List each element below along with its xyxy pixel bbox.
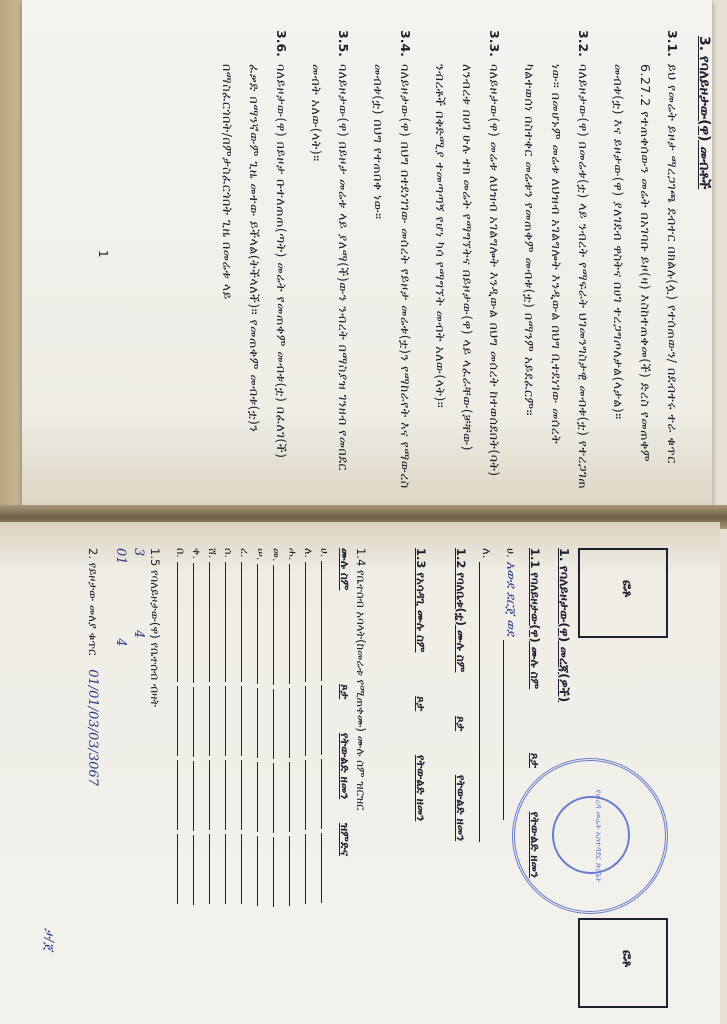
family-letter: በ. [174,548,187,558]
section-text: ባለይዞታው(ዋ) መሬቱ ለህዝብ አገልግሎት እንዲውል በህግ መሰረት ከተወሰደበት(ባት) ለንብረቱ በሀገ ሁሉ ተክ መሬት የማግኘትና በይዞታው(ዋ) ላይ ላፈራቸው(ቻቸው) ንብረቶች በቅድሚያ ተመጣጣኝ የሆነ ካሳ የማግኘት መብት አለው(ላት)። [433,64,502,477]
gender-label: ጾታ [528,752,542,768]
family-row [269,548,284,907]
row-label: 1.2 የባለቤቱ(ቷ) ሙሉ ስም [454,548,468,673]
holder-info-title: 1. የባለይዞታው(ዋ) መረጃ(ዎች) [557,548,572,703]
left-page [0,522,720,1024]
family-col: ጾታ [338,684,352,700]
family-row [253,548,268,906]
fill-line [503,640,516,820]
section-3-2 [516,30,597,490]
family-row [317,548,332,903]
section-text: ይህ የመሬት ይዞታ ማረጋገጫ ደብተር በክልሉ(ሏ) የተሰጠውን/ በደብተሩ ተራ ቁጥር 6.27.2 የተጠቀሰውን መሬት በአገባቡ ይዞ(ዛ) እስከተጠቀመ(ች) ድረስ የመጠቀም መብቱ(ቷ) እና ይዞታው(ዋ) ያለገደብ ዋስትና በሀገ ተረጋግጦለታል(ላታል)። [611,64,680,464]
photo-box-spouse [578,918,668,1008]
section-text: ባለይዞታው(ዋ) በይዞታ መሬቱ ላይ ያለማ(ች)ውን ንብረት በማስያዝ ገንዘብ የመበደር መብት አለው(ላት)። [309,64,351,471]
household-female: 01 [113,548,128,565]
section-number: 3.3. [487,30,502,57]
holding-id-label: 2. የይዞታው መለያ ቁጥር [86,548,100,656]
family-row [237,548,252,904]
family-letter: ሸ. [206,548,219,559]
family-row [189,548,204,905]
section-3-3 [427,30,508,490]
family-letter: ቀ. [190,548,203,559]
right-page-content [72,30,712,490]
household-male: 3 [131,548,146,557]
guardian-name-row [413,548,428,821]
holder-name-value: አውደ ደርጀ ወደ [503,561,518,636]
holding-id-value: 01/01/03/03/3067 [85,669,100,786]
gender-label: ጾታ [454,716,468,732]
section-number: 3.1. [665,30,680,57]
holder-name-row [527,548,542,878]
birth-year-label: የትውልድ ዘመን [528,811,542,878]
household-age: 4 [131,629,146,639]
gender-label: ጾታ [414,696,428,712]
holding-id-row [85,548,100,786]
right-page [22,0,712,515]
family-letter: ለ. [302,548,315,558]
section-number: 3.2. [576,30,591,57]
family-col: የትውልድ ዘመን [338,732,352,800]
section-number: 3.5. [336,30,351,57]
family-col: ሙሉ ስም [338,548,352,591]
family-letter: ሠ. [254,548,267,561]
family-row [173,548,188,904]
spouse-name-row [453,548,468,841]
family-letter: ሐ. [286,548,299,561]
page-number: 1 [96,250,110,258]
photo-label: ፎቶ [619,580,634,598]
left-page-content [28,548,668,1008]
family-letter: መ. [270,548,283,562]
birth-year-label: የትውልድ ዘመን [454,774,468,842]
photo-box-holder [578,548,668,638]
section-number: 3.6. [274,30,289,57]
corner-note: ታ/ጀ [41,928,56,951]
row-label: 1.3 የአሳዳጊ ሙሉ ስም [414,548,428,653]
family-letter: ሰ. [222,548,235,558]
household-counts [131,548,146,638]
family-row [301,548,316,904]
family-letter: ሀ. [318,548,331,558]
section-3-4 [365,30,419,490]
holder-name-b [479,548,494,842]
row-letter: ሀ. [504,548,518,558]
section-text: ባለይዞታው(ዋ) በህግ በተደነገገው መሰረት የይዞታ መሬቱ(ቷ)ን የማከራየት እና የማውረስ መብቱ(ቷ) በህግ የተጠበቀ ነው። [371,64,413,489]
section-text: ባለይዞታው(ዋ) በይዞታ ቡተለጠጠ(ጣት) መሬት የመጠቀም መብቱ(ቷ) በፈለገ(ች) ፈቃድ በማንኛውም ጊዜ መተው ይችላል(ትችላለች)። የመጠቀም መብቱ(ቷ)ን በማስፈርጎበት/በምታስፈርጎበት ጊዜ በመሬቱ ላይ [220,64,289,459]
row-label: 1.1 የባለይዞታው(ዋ) ሙሉ ስም [528,548,542,690]
fill-line [479,562,492,842]
household-total: 4 [113,638,128,647]
family-row [205,548,220,904]
family-header: 1.4 የቤተሰብ አባላት(ከመሬቱ የሚጠቀሙ) ሙሉ ስም ዝርዝር [354,548,368,811]
family-letter: ረ. [238,548,251,558]
holder-name-a [503,548,518,820]
section-text: ባለይዞታው(ዋ) በመሬቱ(ቷ) ላይ ንብረት የማፍራት ህገመንግስታዊ መብቱ(ቷ) የተረጋገጠ ነው። በመሆኑም መሬቱ ለህዝብ አገልግሎት እንዲውል በህግ ቢተደነገው መሰረት ካልተወሰነ በስተቀር መሬቱን የመጠቀም መብቱ(ቷ) በማንም አይደፈርም። [522,64,591,490]
section-3-1 [605,30,686,490]
section-3-5 [303,30,357,490]
row-letter: ለ. [480,548,494,559]
birth-year-label: የትውልድ ዘመን [414,754,428,822]
household-counts-2 [113,548,128,646]
section-3-6 [214,30,295,490]
stamp-text: የወረዳ መሬት አስተዳደር ጽ/ቤት [594,789,603,883]
photo-label: ፎቶ [619,950,634,968]
family-row [285,548,300,906]
household-count-label: 1.5 የባለይዞታው(ዋ) የቤተሰብ ብዛት [148,548,162,707]
family-col: ዝምድና [338,822,352,856]
family-columns [337,548,352,856]
section-number: 3.4. [398,30,413,57]
family-row [221,548,236,904]
rights-heading: 3. የባለይዞታው(ዋ) መብቶች [696,36,712,190]
